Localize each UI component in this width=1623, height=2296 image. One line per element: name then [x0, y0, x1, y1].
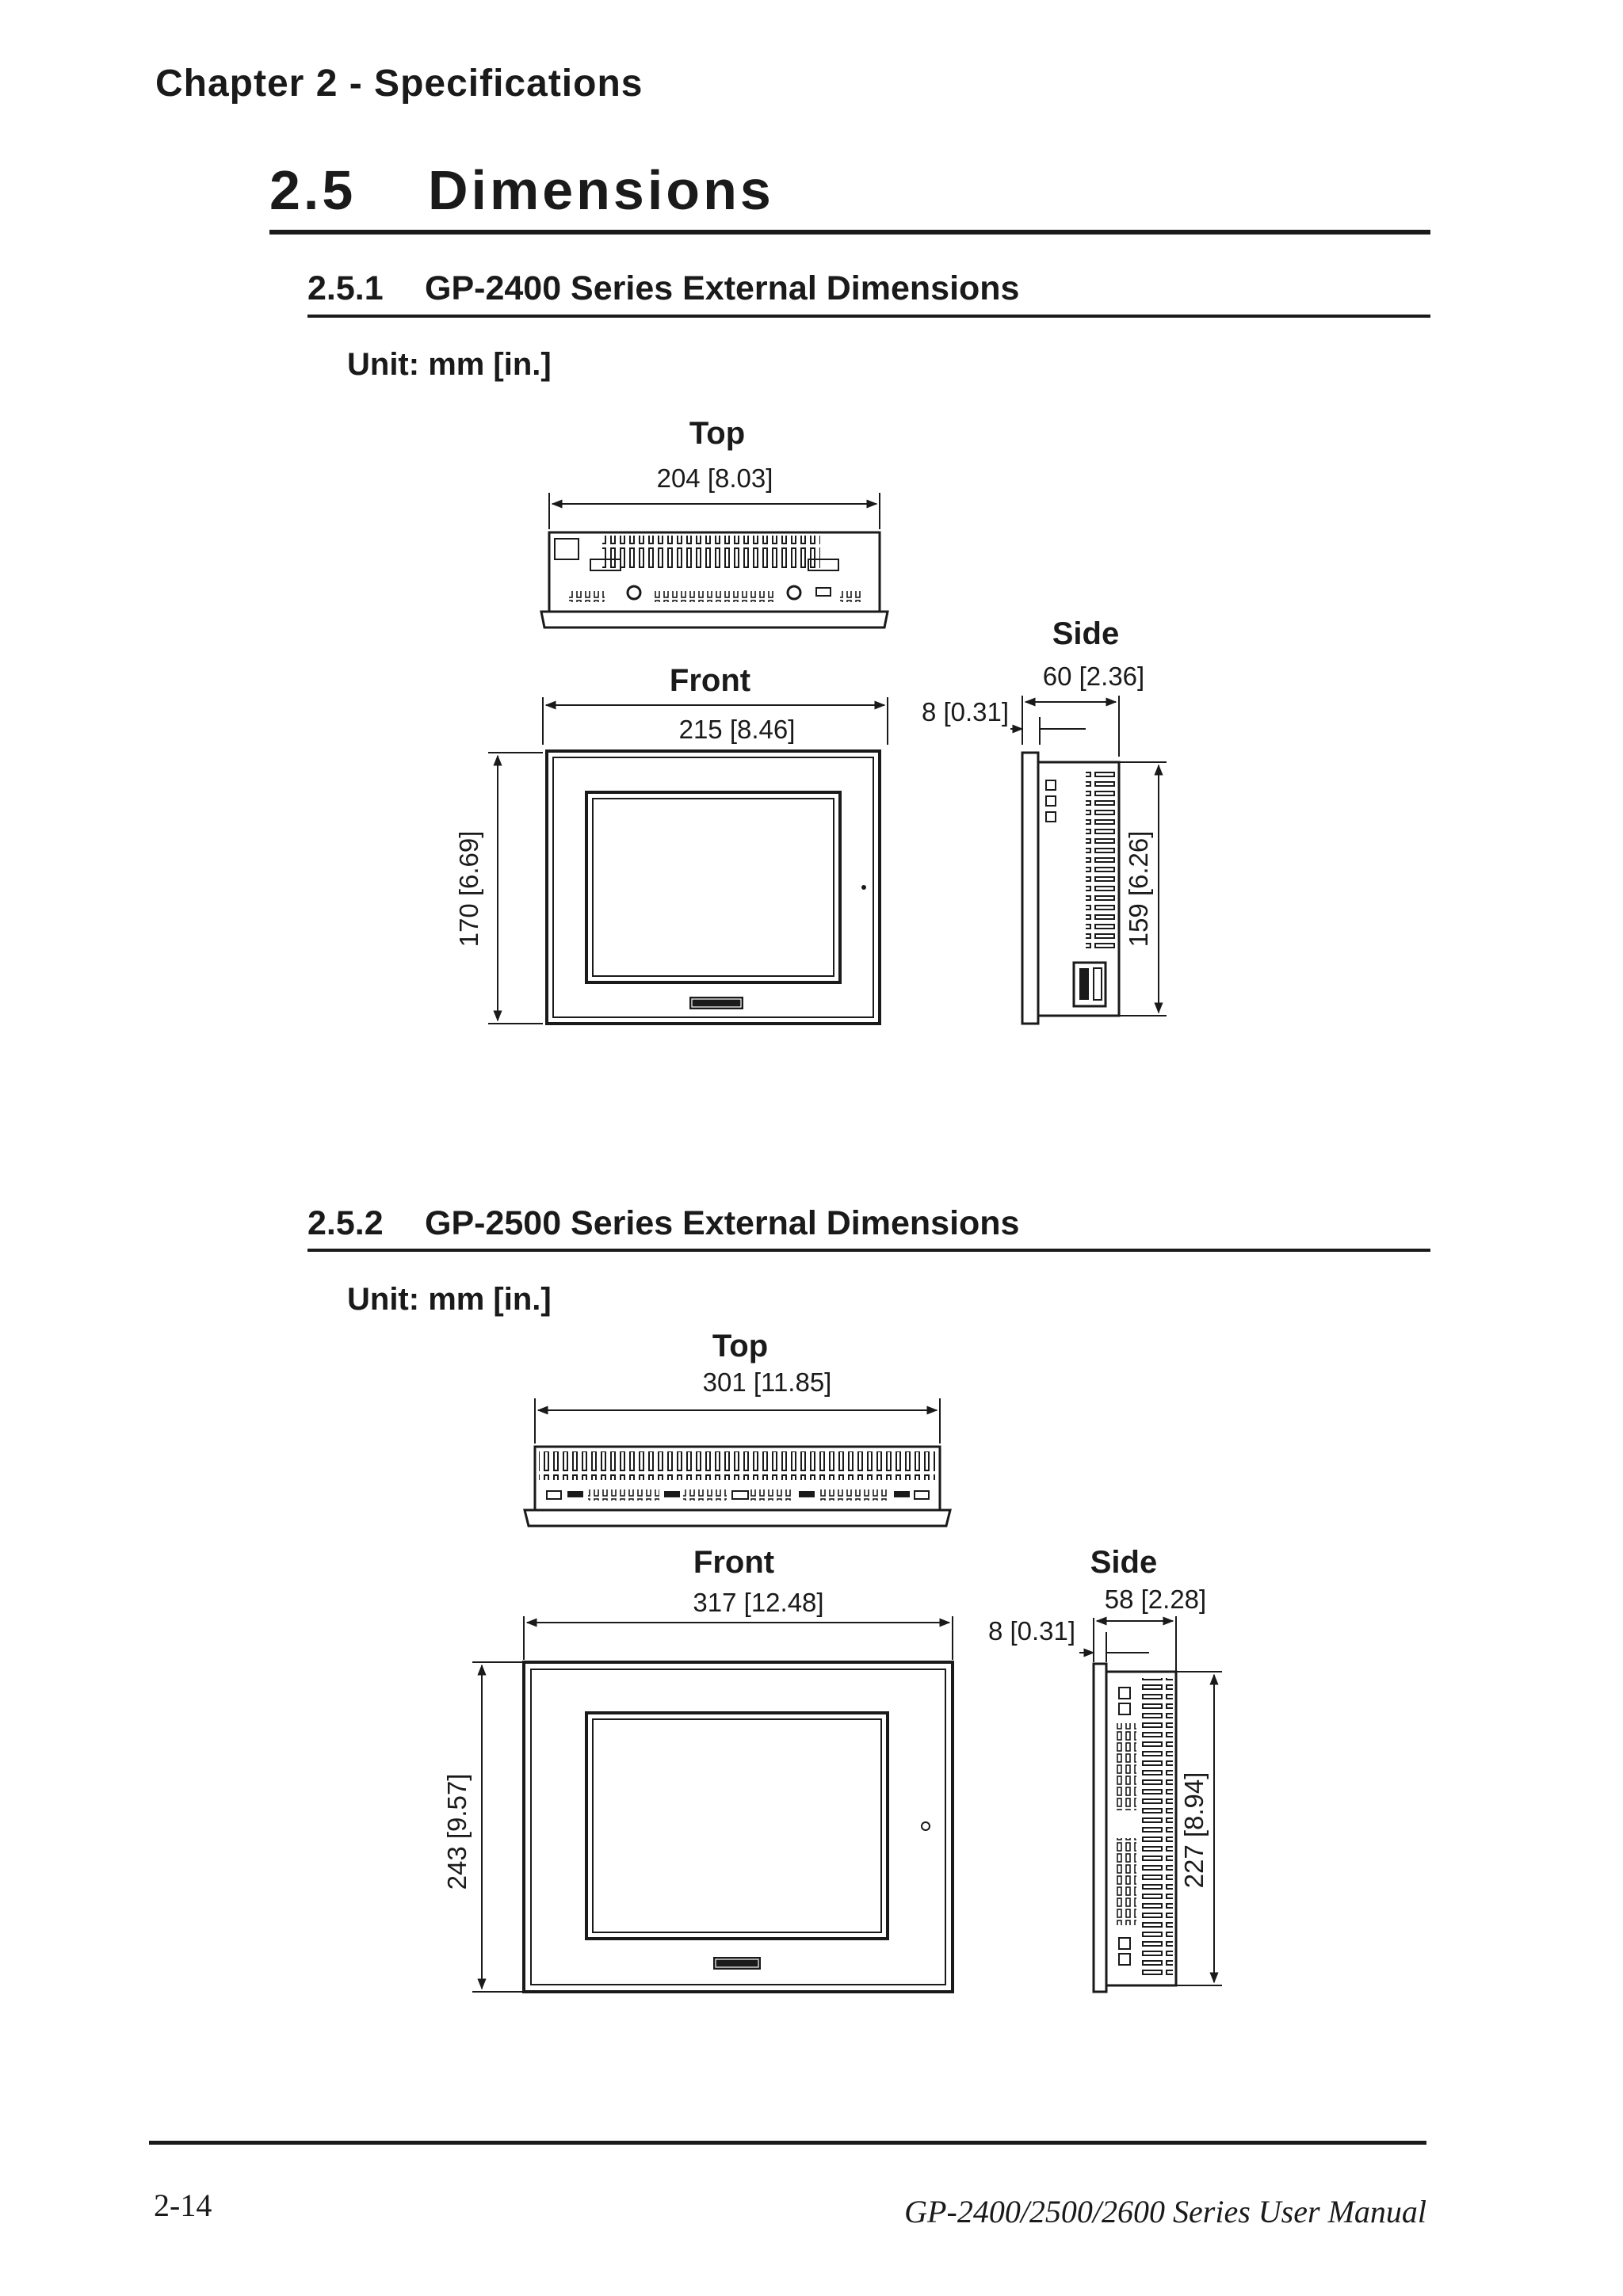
subsection-title-1: GP-2400 Series External Dimensions [425, 269, 1020, 307]
gp2500-front-view [442, 1545, 953, 1992]
subsection-number-2: 2.5.2 [307, 1204, 384, 1242]
gp2400-side-height: 159 [6.26] [1124, 830, 1153, 948]
gp2400-front-label: Front [669, 663, 751, 698]
footer-rule [149, 2141, 1426, 2145]
gp2400-side-label: Side [1052, 616, 1120, 651]
gp2400-top-width: 204 [8.03] [656, 463, 773, 493]
gp2500-front-width: 317 [12.48] [693, 1588, 824, 1617]
gp2500-front-label: Front [693, 1545, 775, 1580]
gp2400-front-width: 215 [8.46] [678, 715, 796, 744]
proface-logo-icon [713, 1957, 761, 1970]
section-number: 2.5 [269, 159, 357, 221]
gp2500-front-height: 243 [9.57] [442, 1773, 472, 1890]
gp2500-side-height: 227 [8.94] [1179, 1772, 1209, 1889]
manual-title: GP-2400/2500/2600 Series User Manual [904, 2194, 1426, 2229]
gp2400-side-panel: 8 [0.31] [921, 697, 1010, 727]
gp2500-side-label: Side [1090, 1545, 1158, 1580]
unit-label-2: Unit: mm [in.] [347, 1282, 552, 1317]
gp2400-side-view [922, 616, 1167, 1024]
gp2500-top-label: Top [712, 1329, 769, 1363]
gp2500-top-width: 301 [11.85] [702, 1367, 832, 1397]
gp2500-top-view [525, 1329, 950, 1526]
gp2500-side-depth: 58 [2.28] [1104, 1585, 1207, 1614]
gp2500-side-panel: 8 [0.31] [987, 1616, 1076, 1646]
gp2400-side-depth: 60 [2.36] [1042, 662, 1145, 691]
gp2400-top-view [541, 416, 888, 627]
unit-label-1: Unit: mm [in.] [347, 347, 552, 382]
page-number: 2-14 [154, 2187, 212, 2223]
section-title: Dimensions [428, 159, 774, 221]
gp2500-side-view [988, 1545, 1222, 1992]
gp2400-front-view [454, 663, 888, 1024]
subsection-title-2: GP-2500 Series External Dimensions [425, 1204, 1020, 1242]
gp2400-top-label: Top [689, 416, 746, 451]
chapter-heading: Chapter 2 - Specifications [155, 63, 643, 105]
gp2400-front-height: 170 [6.69] [454, 830, 483, 948]
subsection-number-1: 2.5.1 [307, 269, 384, 307]
